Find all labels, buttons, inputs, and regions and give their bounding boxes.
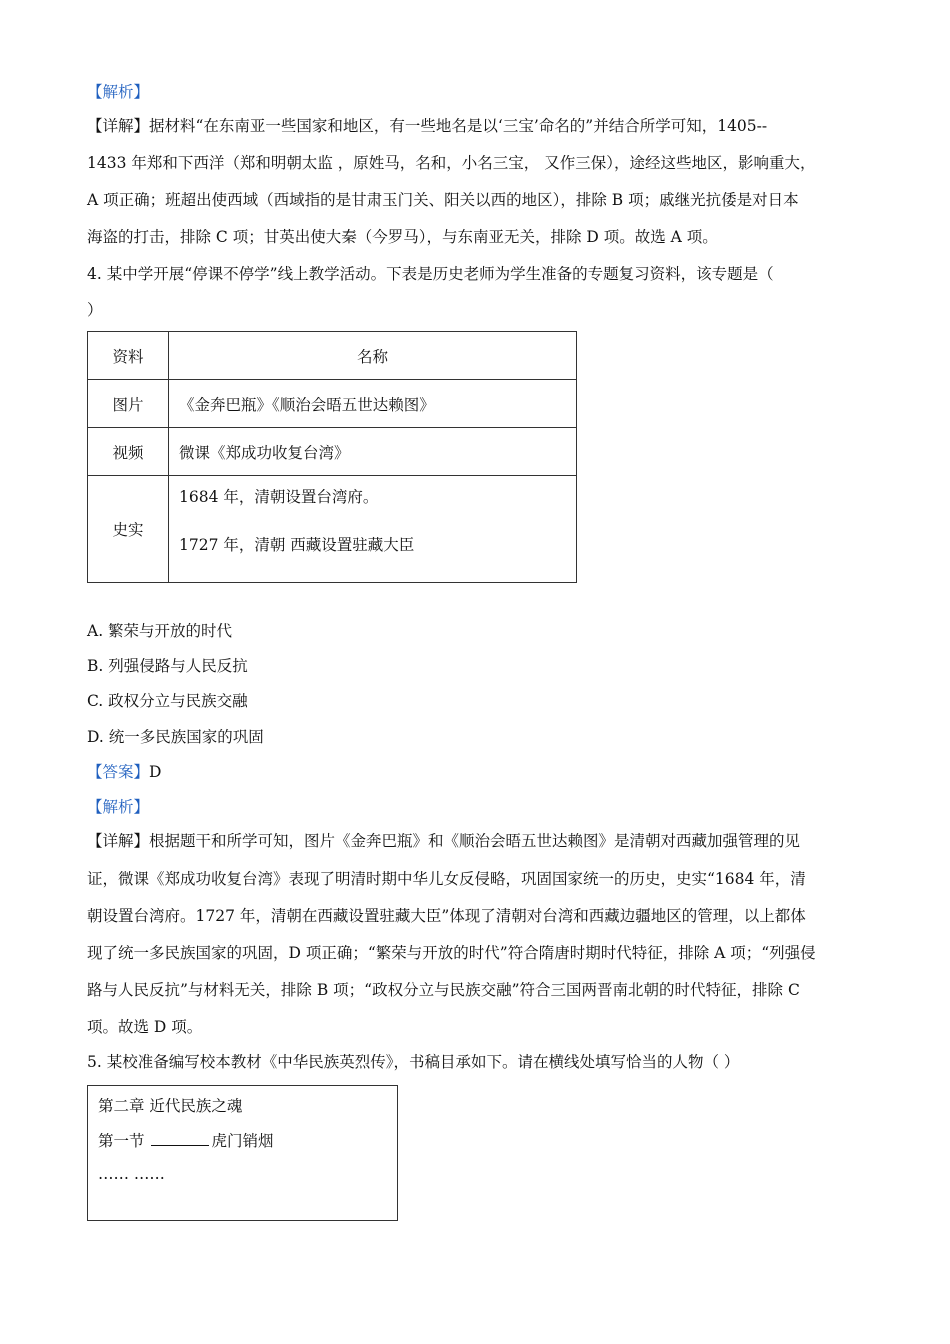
q5-ellipsis: …… …… [98,1165,165,1183]
q3-detail-line-1: 【详解】据材料“在东南亚一些国家和地区，有一些地名是以‘三宝’命名的”并结合所学可知，1405-- [87,117,768,135]
q4-stem-line-1: 4. 某中学开展“停课不停学”线上教学活动。下表是历史老师为学生准备的专题复习资料，该专题是（ [87,265,774,283]
table-row-content-line: 1727 年，清朝 西藏设置驻藏大臣 [179,536,415,554]
table-row [88,428,577,476]
q4-option-b: B. 列强侵路与人民反抗 [87,657,248,675]
q4-answer [87,761,161,783]
q5-section-suffix: 虎门销烟 [211,1132,274,1150]
q4-stem-line-2: ） [87,301,103,319]
q4-option-d: D. 统一多民族国家的巩固 [87,728,264,746]
table-row-content: 微课《郑成功收复台湾》 [169,428,577,476]
q4-detail-line-6: 项。故选 D 项。 [87,1018,203,1036]
q4-detail-line-5: 路与人民反抗”与材料无关，排除 B 项；“政权分立与民族交融”符合三国两晋南北朝的时代特征，排除 C [87,981,800,999]
q4-detail-line-1: 【详解】根据题干和所学可知，图片《金奔巴瓶》和《顺治会晤五世达赖图》是清朝对西藏加强管理的见 [87,832,801,850]
table-row-content: 《金奔巴瓶》《顺治会晤五世达赖图》 [169,380,577,428]
q4-answer-tag: 【答案】 [87,763,150,781]
table-header-row [88,332,577,380]
table-row [88,380,577,428]
q4-material-table [87,331,577,583]
q4-detail-line-3: 朝设置台湾府。1727 年，清朝在西藏设置驻藏大臣”体现了清朝对台湾和西藏边疆地区的管理，以上都体 [87,907,806,925]
q3-detail-line-3: A 项正确；班超出使西域（西域指的是甘肃玉门关、阳关以西的地区），排除 B 项；戚继光抗倭是对日本 [87,191,799,209]
q4-answer-value: D [149,763,162,781]
table-row [88,476,577,583]
q5-fill-blank [151,1131,209,1146]
q3-detail-line-4: 海盗的打击，排除 C 项；甘英出使大秦（今罗马），与东南亚无关，排除 D 项。故选 A 项。 [87,228,718,246]
q5-outline-box [87,1085,398,1221]
q3-analysis-tag: 【解析】 [87,83,150,101]
table-header-cell: 名称 [169,332,577,380]
table-row-label: 史实 [88,476,169,583]
table-row-label: 视频 [88,428,169,476]
table-header-cell: 资料 [88,332,169,380]
q4-option-c: C. 政权分立与民族交融 [87,692,248,710]
table-row-label: 图片 [88,380,169,428]
table-row-content-line: 1684 年，清朝设置台湾府。 [179,488,379,506]
table-row-content [169,476,577,583]
q4-detail-line-2: 证，微课《郑成功收复台湾》表现了明清时期中华儿女反侵略，巩固国家统一的历史，史实“1684 年，清 [87,870,806,888]
q5-section [98,1130,273,1152]
q5-chapter: 第二章 近代民族之魂 [98,1097,243,1115]
q3-detail-line-2: 1433 年郑和下西洋（郑和明朝太监 ，原姓马，名和，小名三宝， 又作三保），途经这些地区，影响重大， [87,154,816,172]
q4-option-a: A. 繁荣与开放的时代 [87,622,233,640]
q4-analysis-tag: 【解析】 [87,798,150,816]
q4-detail-line-4: 现了统一多民族国家的巩固，D 项正确；“繁荣与开放的时代”符合隋唐时期时代特征，排除 A 项；“列强侵 [87,944,816,962]
q5-section-prefix: 第一节 [98,1132,145,1150]
q5-stem: 5. 某校准备编写校本教材《中华民族英烈传》，书稿目承如下。请在横线处填写恰当的人物（ ） [87,1053,740,1071]
